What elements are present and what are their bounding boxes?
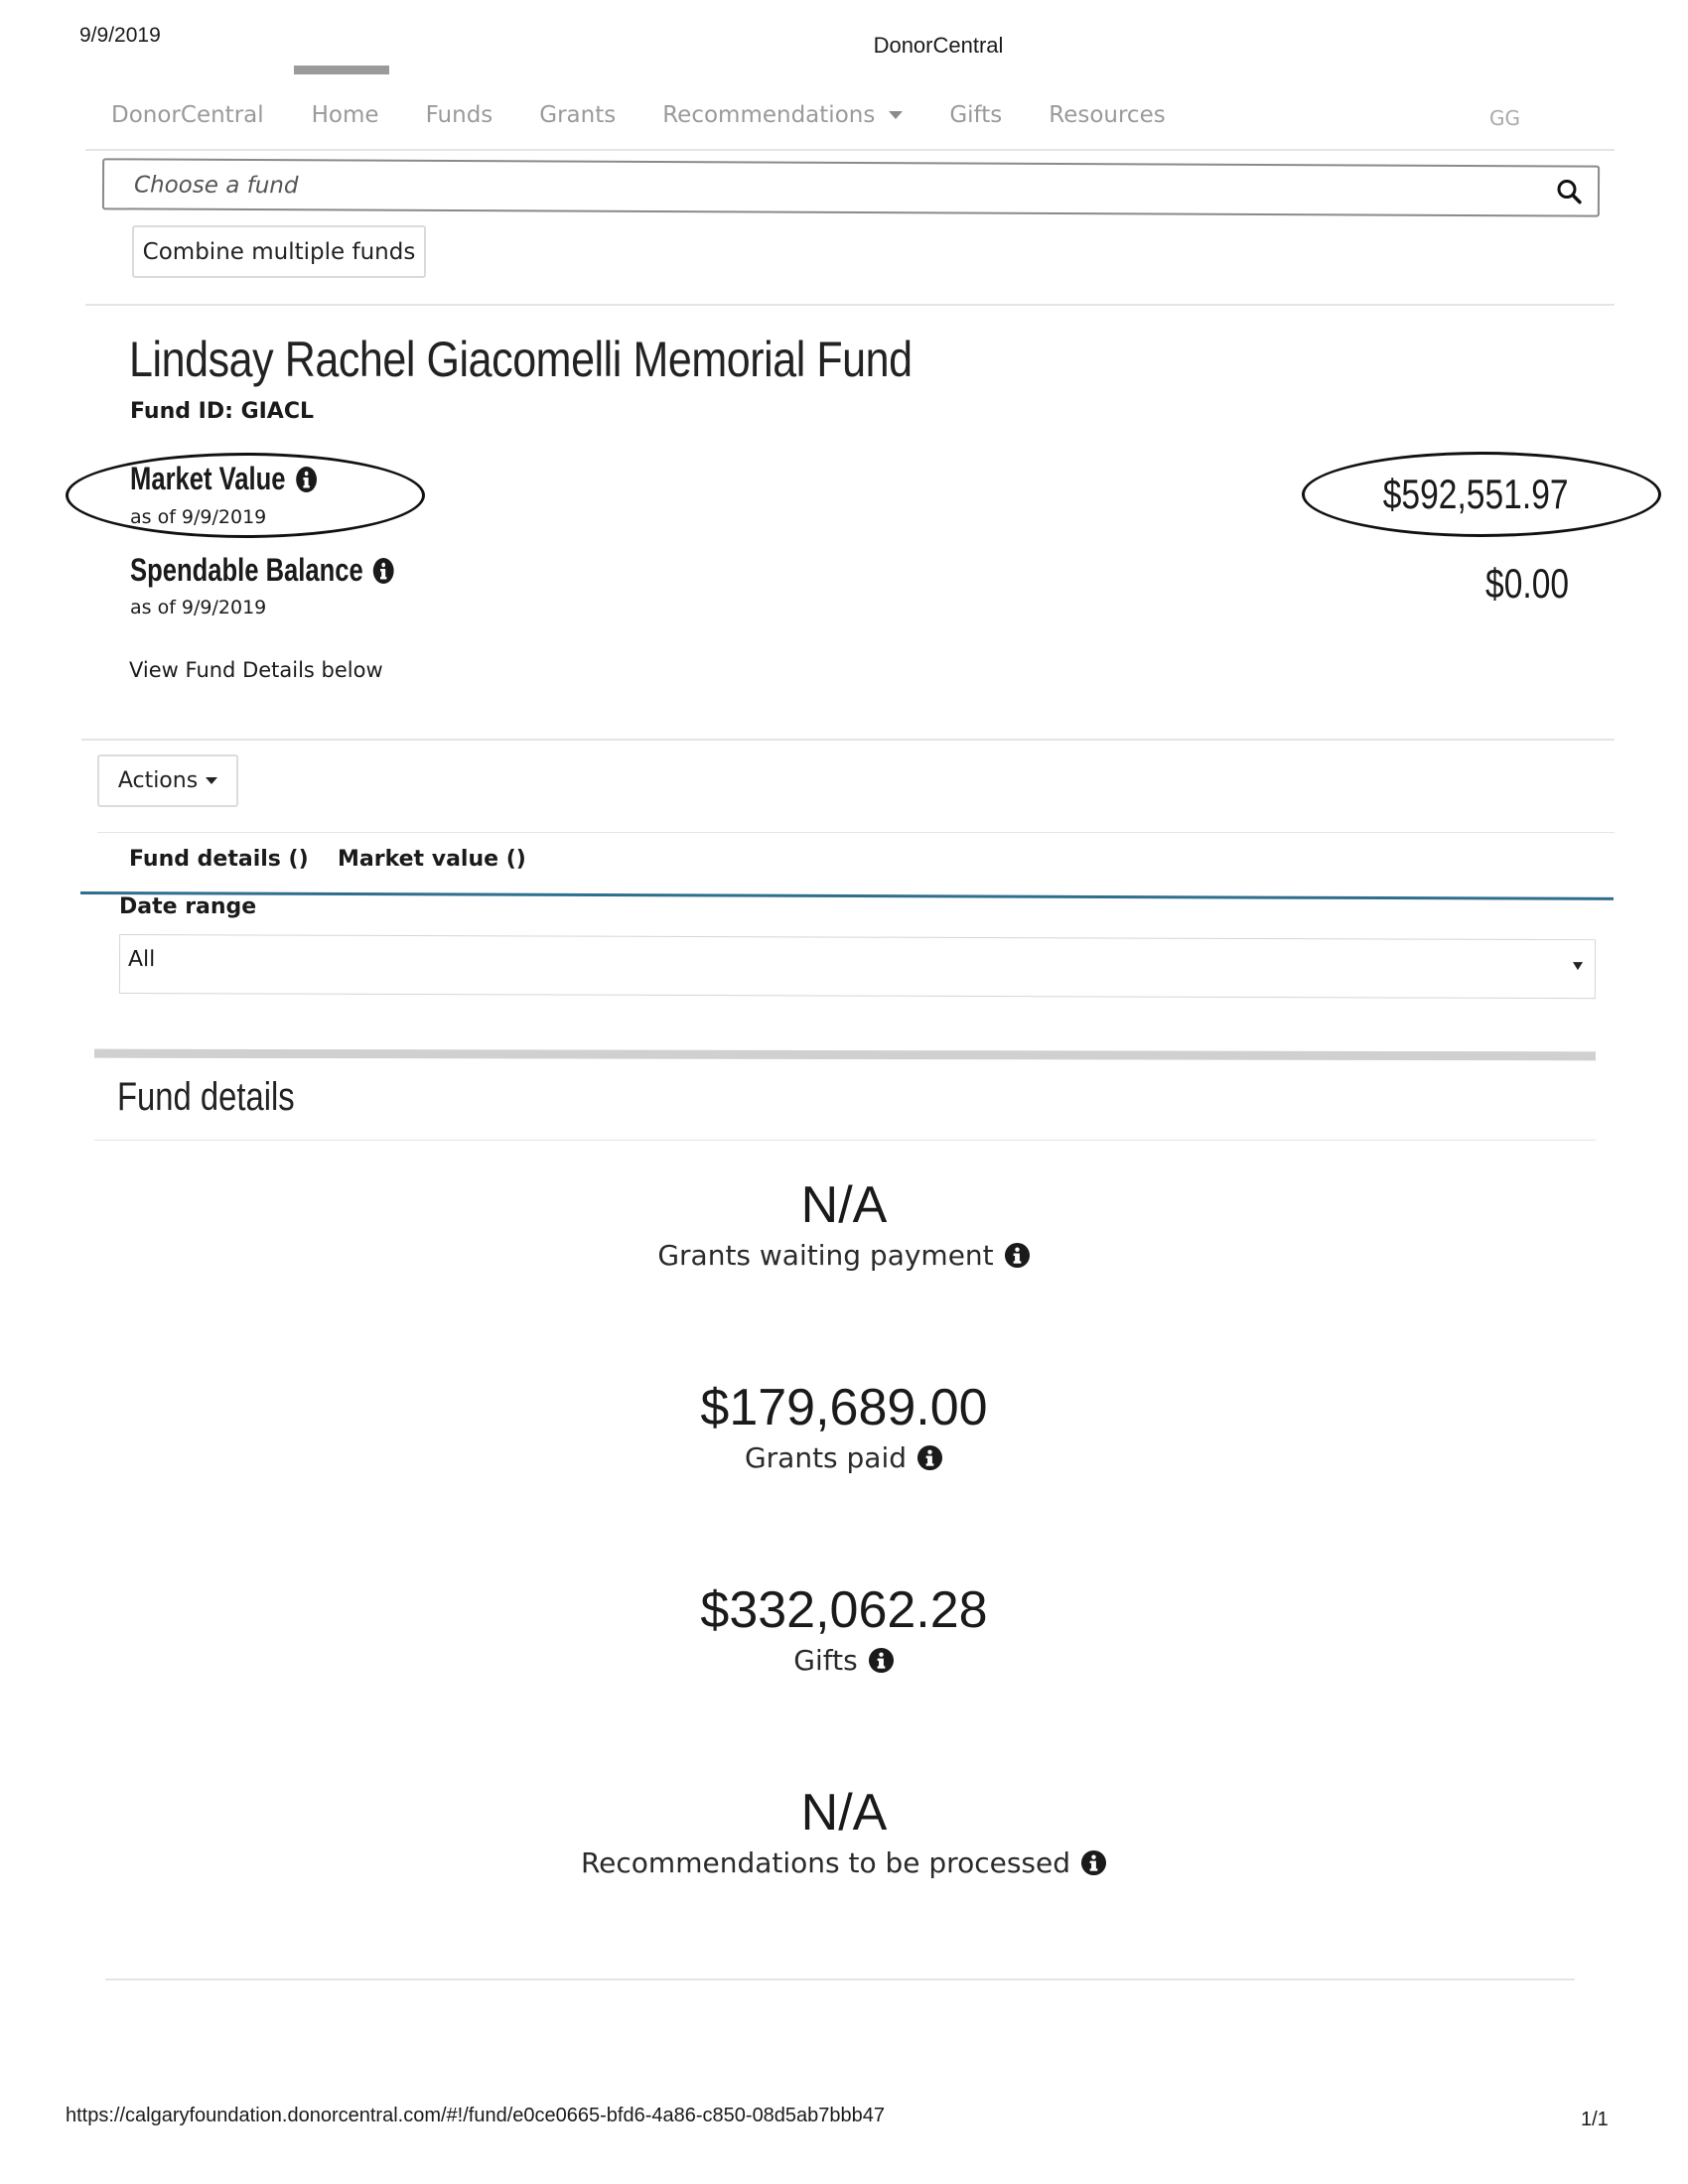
- spendable-balance-label: [130, 552, 395, 589]
- info-icon[interactable]: [1080, 1849, 1107, 1876]
- stat-grants-paid: [0, 1378, 1688, 1474]
- select-arrow-icon: [1573, 962, 1583, 970]
- date-range-value: All: [127, 947, 156, 973]
- top-nav: [111, 95, 1212, 135]
- nav-item-resources[interactable]: [1049, 102, 1165, 128]
- actions-dropdown-button[interactable]: [97, 754, 238, 807]
- nav-item-home[interactable]: [312, 102, 379, 128]
- fund-search-box: [102, 158, 1600, 216]
- stat-label: [657, 1239, 1030, 1272]
- print-page-title: DonorCentral: [873, 33, 1004, 58]
- tab-market-value[interactable]: Market value (): [338, 847, 526, 872]
- stat-value: N/A: [800, 1176, 888, 1234]
- fund-details-title: Fund details: [117, 1075, 295, 1119]
- stat-value: N/A: [800, 1784, 888, 1842]
- date-range-label: Date range: [119, 894, 257, 919]
- section-divider: [85, 304, 1615, 306]
- nav-item-label: Gifts: [949, 102, 1003, 128]
- chevron-down-icon: [206, 777, 217, 784]
- print-date: 9/9/2019: [79, 24, 161, 47]
- info-icon[interactable]: [916, 1444, 943, 1471]
- section-divider: [94, 1140, 1596, 1141]
- spendable-balance-label-text: Spendable Balance: [130, 552, 363, 588]
- fund-search-input[interactable]: [132, 169, 1506, 207]
- market-value-label: [130, 461, 318, 497]
- user-menu[interactable]: GG: [1489, 106, 1520, 130]
- actions-label: Actions: [117, 768, 199, 793]
- section-divider: [81, 739, 1615, 741]
- stat-value: $332,062.28: [700, 1581, 988, 1639]
- nav-item-recommendations[interactable]: [662, 102, 903, 128]
- stat-value: $179,689.00: [700, 1379, 988, 1436]
- tab-fund-details[interactable]: Fund details (): [129, 847, 309, 872]
- nav-item-funds[interactable]: [426, 102, 493, 128]
- nav-item-label: Recommendations: [662, 102, 876, 128]
- stat-label-text: Grants waiting payment: [657, 1239, 994, 1272]
- stat-label: [745, 1441, 943, 1474]
- chevron-down-icon: [889, 111, 903, 119]
- info-icon[interactable]: [372, 557, 394, 585]
- market-value-label-text: Market Value: [130, 461, 286, 496]
- print-url: https://calgaryfoundation.donorcentral.com/#!/fund/e0ce0665-bfd6-4a86-c850-08d5ab7bbb47: [66, 2105, 886, 2126]
- nav-item-grants[interactable]: [539, 102, 616, 128]
- fund-id: Fund ID: GIACL: [130, 399, 315, 424]
- nav-item-gifts[interactable]: [949, 102, 1002, 128]
- market-value-amount: $592,551.97: [1383, 471, 1569, 517]
- section-divider: [97, 832, 1615, 833]
- nav-divider: [85, 149, 1615, 151]
- nav-item-label: Funds: [425, 102, 493, 128]
- info-icon[interactable]: [868, 1647, 895, 1674]
- search-icon[interactable]: [1556, 178, 1582, 204]
- view-fund-details-text: View Fund Details below: [129, 658, 383, 682]
- nav-item-label: Resources: [1049, 102, 1166, 128]
- combine-funds-button[interactable]: Combine multiple funds: [132, 225, 426, 278]
- section-divider: [105, 1979, 1575, 1980]
- info-icon[interactable]: [295, 466, 317, 493]
- stat-label: [581, 1846, 1107, 1879]
- stat-gifts: [0, 1580, 1688, 1677]
- stat-label-text: Grants paid: [744, 1441, 908, 1474]
- stat-recommendations: [0, 1783, 1688, 1879]
- stat-label-text: Recommendations to be processed: [580, 1846, 1071, 1879]
- tab-underline: [80, 891, 1614, 900]
- nav-item-label: Home: [311, 102, 379, 128]
- stat-label-text: Gifts: [793, 1644, 858, 1677]
- market-value-asof: as of 9/9/2019: [130, 506, 267, 528]
- brand-link[interactable]: DonorCentral: [111, 102, 264, 128]
- date-range-select[interactable]: [119, 934, 1596, 999]
- nav-item-label: Grants: [539, 102, 617, 128]
- fund-name: Lindsay Rachel Giacomelli Memorial Fund: [129, 332, 913, 387]
- print-page-number: 1/1: [1581, 2109, 1609, 2130]
- stat-label: [793, 1644, 894, 1677]
- spendable-balance-asof: as of 9/9/2019: [130, 597, 267, 618]
- spendable-balance-amount: $0.00: [1484, 560, 1569, 607]
- active-nav-indicator: [294, 66, 389, 74]
- info-icon[interactable]: [1004, 1242, 1031, 1269]
- section-header-bar: [94, 1049, 1596, 1061]
- stat-grants-waiting: [0, 1175, 1688, 1272]
